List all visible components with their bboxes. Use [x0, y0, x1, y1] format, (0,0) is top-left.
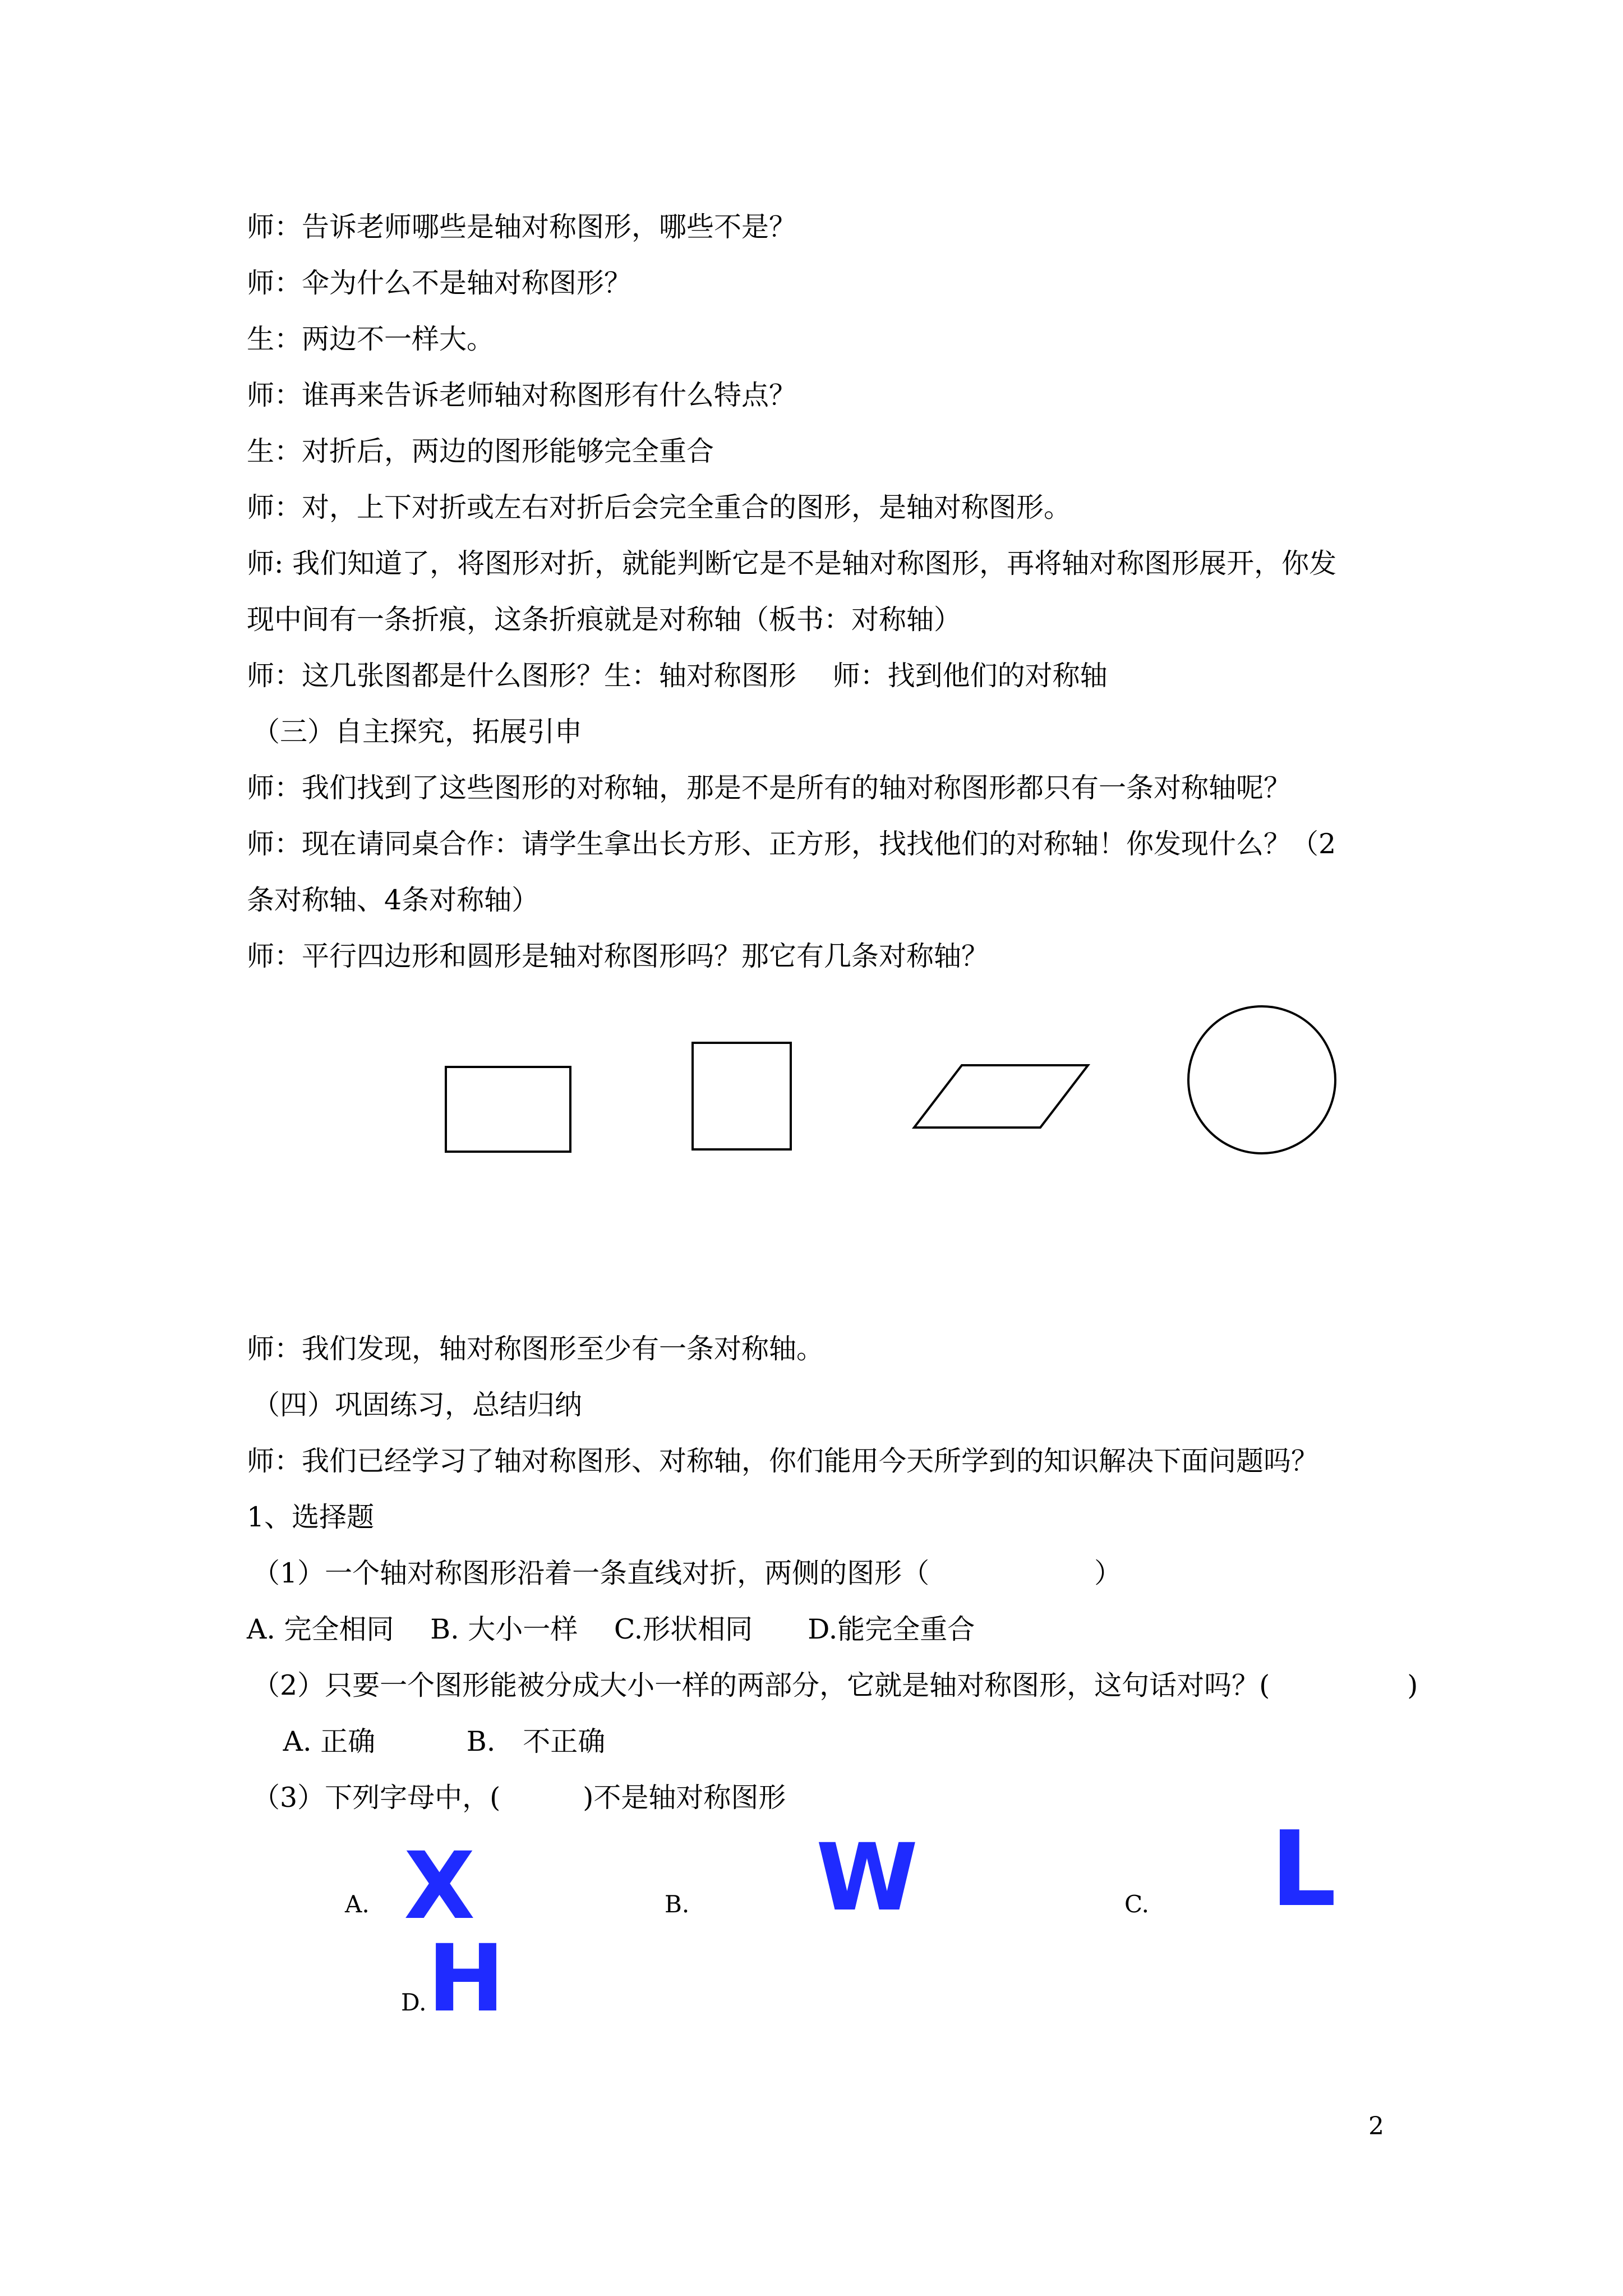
text-line: 师：我们已经学习了轴对称图形、对称轴，你们能用今天所学到的知识解决下面问题吗？ [247, 1445, 1319, 1477]
text-line: 生：两边不一样大。 [247, 323, 495, 355]
option-label-d: D. [401, 1989, 427, 2016]
letter-x: X [404, 1832, 476, 1940]
question-title: 1、选择题 [247, 1501, 375, 1533]
text-line: 师：伞为什么不是轴对称图形？ [247, 267, 632, 299]
parallelogram-shape [914, 1065, 1088, 1128]
question-3: （3）下列字母中，( )不是轴对称图形 [252, 1782, 786, 1814]
question-2-options: A. 正确 B. 不正确 [247, 1726, 606, 1757]
page-number: 2 [1368, 2112, 1384, 2141]
option-label-a: A. [345, 1890, 370, 1918]
text-line: 条对称轴、4条对称轴） [247, 884, 540, 916]
square-shape [693, 1043, 791, 1149]
letter-w: W [816, 1824, 918, 1931]
text-line: 师：平行四边形和圆形是轴对称图形吗？那它有几条对称轴？ [247, 940, 989, 972]
letter-l: L [1270, 1809, 1336, 1930]
circle-shape [1188, 1006, 1335, 1153]
option-label-b: B. [665, 1890, 690, 1918]
text-line: 师：对，上下对折或左右对折后会完全重合的图形，是轴对称图形。 [247, 491, 1072, 523]
text-line: 师：谁再来告诉老师轴对称图形有什么特点？ [247, 379, 797, 411]
letter-h: H [427, 1925, 505, 2032]
text-line: 师：这几张图都是什么图形？生：轴对称图形 师：找到他们的对称轴 [247, 660, 1108, 692]
section-heading: （三）自主探究，拓展引申 [252, 716, 583, 748]
text-line: 师：我们找到了这些图形的对称轴，那是不是所有的轴对称图形都只有一条对称轴呢？ [247, 772, 1292, 804]
question-1-options: A. 完全相同 B. 大小一样 C.形状相同 D.能完全重合 [247, 1613, 975, 1645]
question-2: （2）只要一个图形能被分成大小一样的两部分，它就是轴对称图形，这句话对吗？( ) [252, 1669, 1418, 1701]
text-line: 现中间有一条折痕，这条折痕就是对称轴（板书：对称轴） [247, 604, 962, 636]
text-line: 师：告诉老师哪些是轴对称图形，哪些不是？ [247, 211, 797, 243]
question-1: （1）一个轴对称图形沿着一条直线对折，两侧的图形（ ） [252, 1557, 1122, 1589]
section-heading: （四）巩固练习，总结归纳 [252, 1389, 583, 1421]
text-line: 师: 我们知道了，将图形对折，就能判断它是不是轴对称图形，再将轴对称图形展开，你发 [247, 547, 1337, 579]
text-line: 师：我们发现，轴对称图形至少有一条对称轴。 [247, 1333, 824, 1365]
text-line: 师：现在请同桌合作：请学生拿出长方形、正方形，找找他们的对称轴！你发现什么？（2 [247, 828, 1336, 860]
text-line: 生：对折后，两边的图形能够完全重合 [247, 435, 714, 467]
option-label-c: C. [1124, 1890, 1149, 1918]
rectangle-shape [446, 1067, 570, 1152]
